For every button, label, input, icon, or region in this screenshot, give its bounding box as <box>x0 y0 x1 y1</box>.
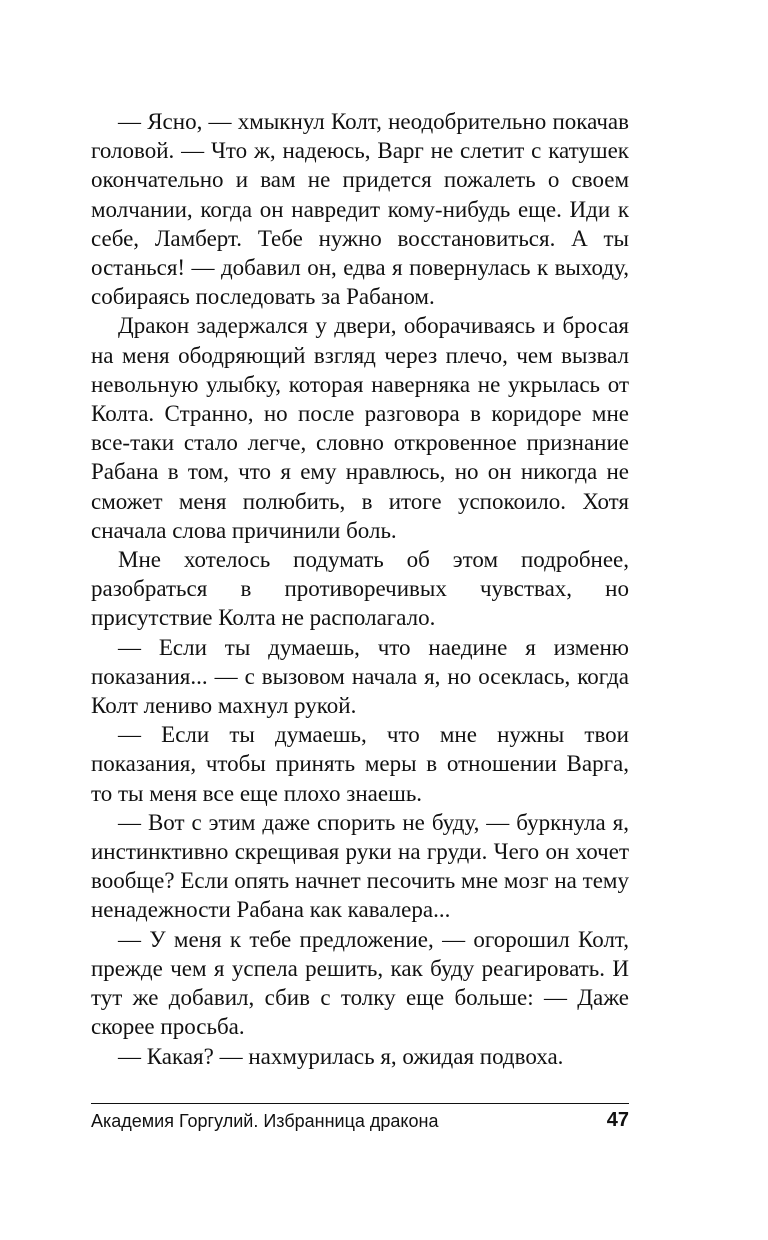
paragraph-4: — Если ты думаешь, что наедине я изменю показания... — с вызовом начала я, но осеклась, когда Колт лениво махнул рукой. <box>91 634 629 719</box>
paragraph-7: — У меня к тебе предложение, — огорошил Колт, прежде чем я успела решить, как буду реагировать. И тут же добавил, сбив с толку еще больше: — Даже скорее просьба. <box>91 926 629 1040</box>
paragraph-5: — Если ты думаешь, что мне нужны твои показания, чтобы принять меры в отношении Варга, то ты меня все еще плохо знаешь. <box>91 722 629 806</box>
paragraph-6: — Вот с этим даже спорить не буду, — буркнула я, инстинктивно скрещивая руки на груди. Чего он хочет вообще? Если опять начнет песочить мне мозг на тему ненадежности Рабана как кавалера... <box>91 809 629 923</box>
running-title: Академия Горгулий. Избранница дракона <box>91 1111 439 1131</box>
body-text <box>91 107 629 1071</box>
paragraph-8: — Какая? — нахмурилась я, ожидая подвоха. <box>118 1043 564 1069</box>
page-number: 47 <box>606 1109 629 1131</box>
paragraph-3: Мне хотелось подумать об этом подробнее, разобраться в противоречивых чувствах, но присутствие Колта не располагало. <box>91 547 629 631</box>
footer-divider <box>91 1103 629 1104</box>
paragraph-1: — Ясно, — хмыкнул Колт, неодобрительно покачав головой. — Что ж, надеюсь, Варг не слетит с катушек окончательно и вам не придется пожалеть о своем молчании, когда он навредит кому-нибудь еще. Иди к себе, Ламберт. Тебе нужно восстановиться. А ты останься! — добавил он, едва я повернулась к выходу, собираясь последовать за Рабаном. <box>91 109 629 310</box>
paragraph-2: Дракон задержался у двери, оборачиваясь и бросая на меня ободряющий взгляд через плечо, чем вызвал невольную улыбку, которая наверняка не укрылась от Колта. Странно, но после разговора в коридоре мне все-таки стало легче, словно откровенное признание Рабана в том, что я ему нравлюсь, но он никогда не сможет меня полюбить, в итоге успокоило. Хотя сначала слова причинили боль. <box>91 313 629 543</box>
